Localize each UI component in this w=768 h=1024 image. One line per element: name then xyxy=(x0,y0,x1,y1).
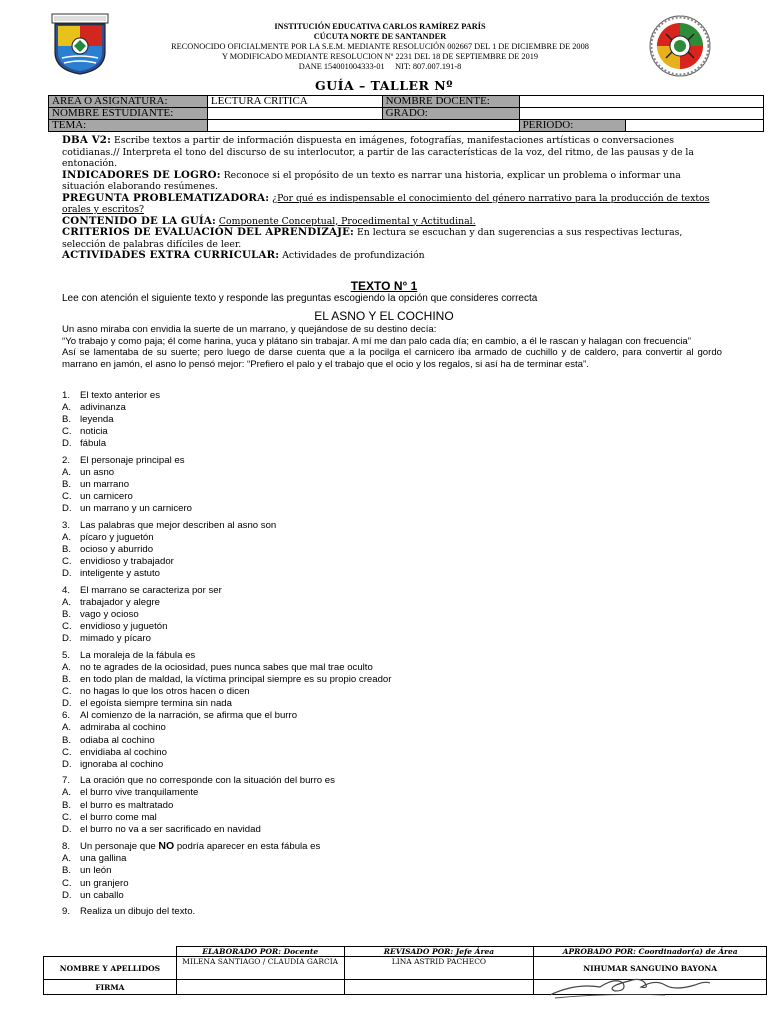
answer-option[interactable]: B. vago y ocioso xyxy=(62,609,139,621)
reading-instructions: Lee con atención el siguiente texto y responde las preguntas escogiendo la opción que consideres correcta xyxy=(62,293,538,304)
answer-option[interactable]: A. no te agrades de la ociosidad, pues nunca sabes que mal trae oculto xyxy=(62,661,373,673)
guide-title: GUÍA – TALLER Nº xyxy=(315,78,453,93)
question-text: El texto anterior es xyxy=(80,390,160,401)
modification-line: Y MODIFICADO MEDIANTE RESOLUCION Nº 2231 DEL 18 DE SEPTIEMBRE DE 2019 xyxy=(221,52,539,61)
answer-option[interactable]: D. el burro no va a ser sacrificado en navidad xyxy=(62,823,261,835)
answer-option[interactable]: C. noticia xyxy=(62,426,108,438)
answer-option[interactable]: D. un marrano y un carnicero xyxy=(62,503,192,515)
institution-heading xyxy=(120,22,640,72)
extra-paragraph xyxy=(62,250,722,262)
reviewed-by-header: REVISADO POR: Jefe Área xyxy=(344,947,534,957)
dba-paragraph xyxy=(62,135,722,170)
answer-option[interactable]: B. un león xyxy=(62,865,112,877)
student-label: NOMBRE ESTUDIANTE: xyxy=(49,108,208,120)
question-text: Las palabras que mejor describen al asno son xyxy=(80,519,277,531)
approved-by-header: APROBADO POR: Coordinador(a) de Área xyxy=(534,947,767,957)
question-1: 1. El texto anterior es xyxy=(62,390,160,401)
answer-option[interactable]: C. un granjero xyxy=(62,877,129,889)
answer-option[interactable]: C. el burro come mal xyxy=(62,811,157,823)
area-field[interactable]: LECTURA CRITICA xyxy=(207,96,382,108)
question-2: 2. El personaje principal es xyxy=(62,454,185,466)
question-9: 9. Realiza un dibujo del texto. xyxy=(62,906,196,918)
text-number-title: TEXTO N° 1 xyxy=(350,279,418,293)
made-by-signature[interactable] xyxy=(176,980,344,995)
document-header xyxy=(0,0,768,95)
story-paragraph: Así se lamentaba de su suerte; pero luego de darse cuenta que a la pocilga el carnicero iba armado de cuchillo y de caldero, para convertir al gordo marrano en jamón, el asno lo pensó mejor: “Prefiero el palo y el trabajo que el ocio y los regalos, si así ha de terminar esta”. xyxy=(62,347,722,370)
question-7: 7. La oración que no corresponde con la situación del burro es xyxy=(62,775,335,787)
teacher-field[interactable] xyxy=(519,96,763,108)
story-text xyxy=(62,324,722,370)
indicators-label: INDICADORES DE LOGRO: xyxy=(62,168,221,181)
criteria-paragraph xyxy=(62,227,722,250)
answer-option[interactable]: B. el burro es maltratado xyxy=(62,799,174,811)
answer-option[interactable]: C. envidioso y juguetón xyxy=(62,621,168,633)
signature-label: FIRMA xyxy=(44,980,177,995)
approved-by-name: NIHUMAR SANGUINO BAYONA xyxy=(534,957,767,980)
answer-option[interactable]: D. mimado y pícaro xyxy=(62,633,151,645)
area-label: ÁREA O ASIGNATURA: xyxy=(49,96,208,108)
answer-option[interactable]: D. el egoísta siempre termina sin nada xyxy=(62,698,232,710)
question-8: 8. Un personaje que NO podría aparecer en esta fábula es xyxy=(62,840,321,853)
handwritten-signature xyxy=(545,973,715,1001)
question-6: 6. Al comienzo de la narración, se afirma que el burro xyxy=(62,710,298,722)
period-label: PERIODO: xyxy=(519,120,626,132)
period-field[interactable] xyxy=(626,120,764,132)
dba-label: DBA V2: xyxy=(62,134,112,146)
answer-option[interactable]: C. envidioso y trabajador xyxy=(62,556,174,568)
topic-label: TEMA: xyxy=(49,120,208,132)
indicators-text: Reconoce si el propósito de un texto es narrar una historia, explicar un problema o informar una situación elaborando resúmenes. xyxy=(62,169,681,192)
institution-city: CÚCUTA NORTE DE SANTANDER xyxy=(313,32,447,41)
answer-option[interactable]: A. adivinanza xyxy=(62,402,126,414)
answer-option[interactable]: A. admiraba al cochino xyxy=(62,722,166,734)
question-4: 4. El marrano se caracteriza por ser xyxy=(62,584,222,596)
content-label: CONTENIDO DE LA GUÍA: xyxy=(62,214,216,227)
institution-name: INSTITUCIÓN EDUCATIVA CARLOS RAMÍREZ PARÍS xyxy=(274,22,486,31)
answer-option[interactable]: A. el burro vive tranquilamente xyxy=(62,787,199,799)
question-text: Un personaje que NO podría aparecer en esta fábula es xyxy=(80,840,321,853)
dane-nit-line: DANE 154001004333-01 NIT: 807.007.191-8 xyxy=(298,62,462,71)
grade-field[interactable] xyxy=(519,108,763,120)
criteria-label: CRITERIOS DE EVALUACIÓN DEL APRENDIZAJE: xyxy=(62,226,355,238)
questions-list xyxy=(62,390,722,918)
reviewed-by-name: LINA ASTRID PACHECO xyxy=(344,957,534,980)
school-crest-icon xyxy=(50,12,110,76)
dba-text: Escribe textos a partir de información dispuesta en imágenes, fotografías, manifestaciones artísticas o conversaciones cotidianas.// Interpreta el tono del discurso de su interlocutor, a partir de las características de la voz, del ritmo, de las pausas y de la entonación. xyxy=(62,135,694,169)
answer-option[interactable]: D. un caballo xyxy=(62,889,124,901)
answer-option[interactable]: B. ocioso y aburrido xyxy=(62,544,154,556)
question-text: La moraleja de la fábula es xyxy=(80,649,196,661)
question-5: 5. La moraleja de la fábula es xyxy=(62,649,196,661)
story-title: EL ASNO Y EL COCHINO xyxy=(314,309,454,323)
topic-field[interactable] xyxy=(207,120,519,132)
question-text: La oración que no corresponde con la situación del burro es xyxy=(80,775,335,787)
teacher-label: NOMBRE DOCENTE: xyxy=(382,96,519,108)
institution-seal-icon xyxy=(646,14,714,78)
answer-option[interactable]: D. fábula xyxy=(62,438,107,450)
question-text: El personaje principal es xyxy=(80,454,185,466)
grade-label: GRADO: xyxy=(382,108,519,120)
reviewed-by-signature[interactable] xyxy=(344,980,534,995)
criteria-text: En lectura se escuchan y dan sugerencias a sus respectivas lecturas, selección de palabras difíciles de leer. xyxy=(62,227,683,250)
question-text: Realiza un dibujo del texto. xyxy=(80,906,196,918)
answer-option[interactable]: B. leyenda xyxy=(62,414,114,426)
names-label: NOMBRE Y APELLIDOS xyxy=(44,957,177,980)
recognition-line: RECONOCIDO OFICIALMENTE POR LA S.E.M. MEDIANTE RESOLUCIÓN 002667 DEL 1 DE DICIEMBRE DE 2008 xyxy=(171,42,589,51)
content-text: Componente Conceptual, Procedimental y Actitudinal. xyxy=(218,215,476,227)
made-by-header: ELABORADO POR: Docente xyxy=(176,947,344,957)
made-by-name: MILENA SANTIAGO / CLAUDIA GARCIA xyxy=(176,957,344,980)
story-paragraph: “Yo trabajo y como paja; él come harina, yuca y plátano sin trabajar. A mí me dan palo cada día; en cambio, a él le rascan y halagan con frecuencia” xyxy=(62,335,691,347)
extra-label: ACTIVIDADES EXTRA CURRICULAR: xyxy=(62,249,280,261)
problem-label: PREGUNTA PROBLEMATIZADORA: xyxy=(62,191,270,204)
answer-option[interactable]: C. no hagas lo que los otros hacen o dicen xyxy=(62,686,250,698)
answer-option[interactable]: B. odiaba al cochino xyxy=(62,734,155,746)
answer-option[interactable]: D. ignoraba al cochino xyxy=(62,758,164,770)
answer-option[interactable]: A. una gallina xyxy=(62,853,127,865)
guide-details xyxy=(62,135,722,262)
answer-option[interactable]: A. trabajador y alegre xyxy=(62,597,160,608)
student-field[interactable] xyxy=(207,108,382,120)
question-text: El marrano se caracteriza por ser xyxy=(80,584,222,596)
guide-info-table xyxy=(48,95,764,132)
problem-paragraph xyxy=(62,193,722,216)
question-3: 3. Las palabras que mejor describen al asno son xyxy=(62,519,277,531)
answer-option[interactable]: A. un asno xyxy=(62,467,115,479)
answer-option[interactable]: B. un marrano xyxy=(62,479,130,491)
answer-option[interactable]: A. pícaro y juguetón xyxy=(62,532,154,544)
indicators-paragraph xyxy=(62,170,722,193)
question-text: Al comienzo de la narración, se afirma que el burro xyxy=(80,710,298,722)
answer-option[interactable]: B. en todo plan de maldad, la víctima principal siempre es su propio creador xyxy=(62,674,392,686)
answer-option[interactable]: C. un carnicero xyxy=(62,491,133,503)
extra-text: Actividades de profundización xyxy=(282,250,425,261)
problem-text: ¿Por qué es indispensable el conocimiento del género narrativo para la producción de textos orales y escritos? xyxy=(62,192,710,215)
story-paragraph: Un asno miraba con envidia la suerte de un marrano, y quejándose de su destino decía: xyxy=(62,324,437,335)
answer-option[interactable]: C. envidiaba al cochino xyxy=(62,746,167,758)
answer-option[interactable]: D. inteligente y astuto xyxy=(62,568,161,580)
